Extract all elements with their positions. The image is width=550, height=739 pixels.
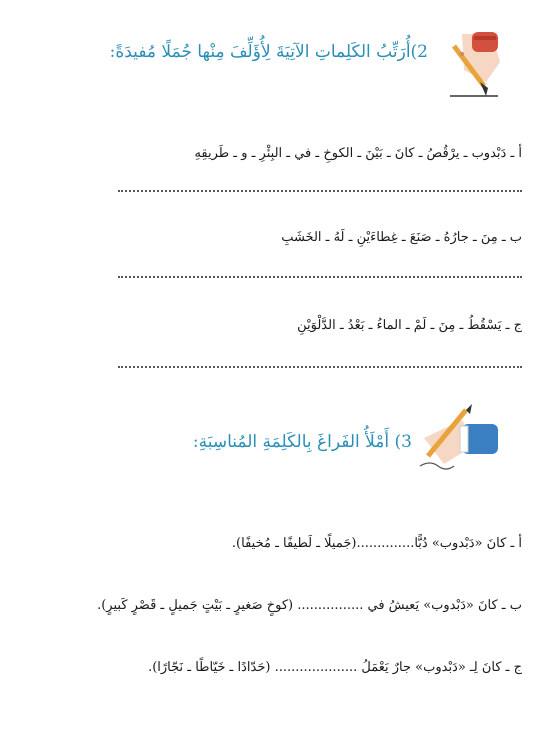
hand-with-pencil-icon (440, 26, 502, 104)
hand-with-pencil-icon (414, 400, 502, 476)
exercise-2-item-b: ب ـ مِنَ ـ جارُهُ ـ صَنَعَ ـ غِطاءَيْنِ ـ لَهُ ـ الخَشَبِ (281, 230, 522, 245)
exercise-3-title: 3) أَمْلَأُ الفَراغَ بِالكَلِمَةِ المُناسِبَةِ: (192, 432, 412, 452)
exercise-2-item-c: ج ـ يَسْقُطُ ـ مِنَ ـ لَمْ ـ الماءُ ـ بَعْدُ ـ الدَّلْوَيْنِ (297, 318, 522, 333)
exercise-3-item-b: ب ـ كانَ «دَبْدوب» يَعيشُ في ................ (كوخٍ صَغيرٍ ـ بَيْتٍ جَميلٍ ـ قَصْرٍ كَبيرٍ). (97, 598, 522, 613)
answer-line (118, 190, 522, 192)
answer-line (118, 276, 522, 278)
exercise-3-item-c: ج ـ كانَ لِـ «دَبْدوب» جارٌ يَعْمَلُ .................... (حَدّادًا ـ خَيّاطًا ـ نَجّارًا). (148, 660, 522, 675)
exercise-2-item-a: أ ـ دَبْدوب ـ يرْقُصُ ـ كانَ ـ بَيْنَ ـ الكوخِ ـ في ـ البِئْرِ ـ و ـ طَريقِهِ (194, 146, 522, 161)
exercise-3-item-a: أ ـ كانَ «دَبْدوب» دُبًّا..............(جَميلًا ـ لَطيفًا ـ مُخيفًا). (231, 536, 522, 551)
exercise-2-title: 2)أُرَتِّبُ الكَلِماتِ الآتِيَةَ لِأُؤَلِّفَ مِنْها جُمَلًا مُفيدَةً: (109, 42, 428, 62)
answer-line (118, 366, 522, 368)
